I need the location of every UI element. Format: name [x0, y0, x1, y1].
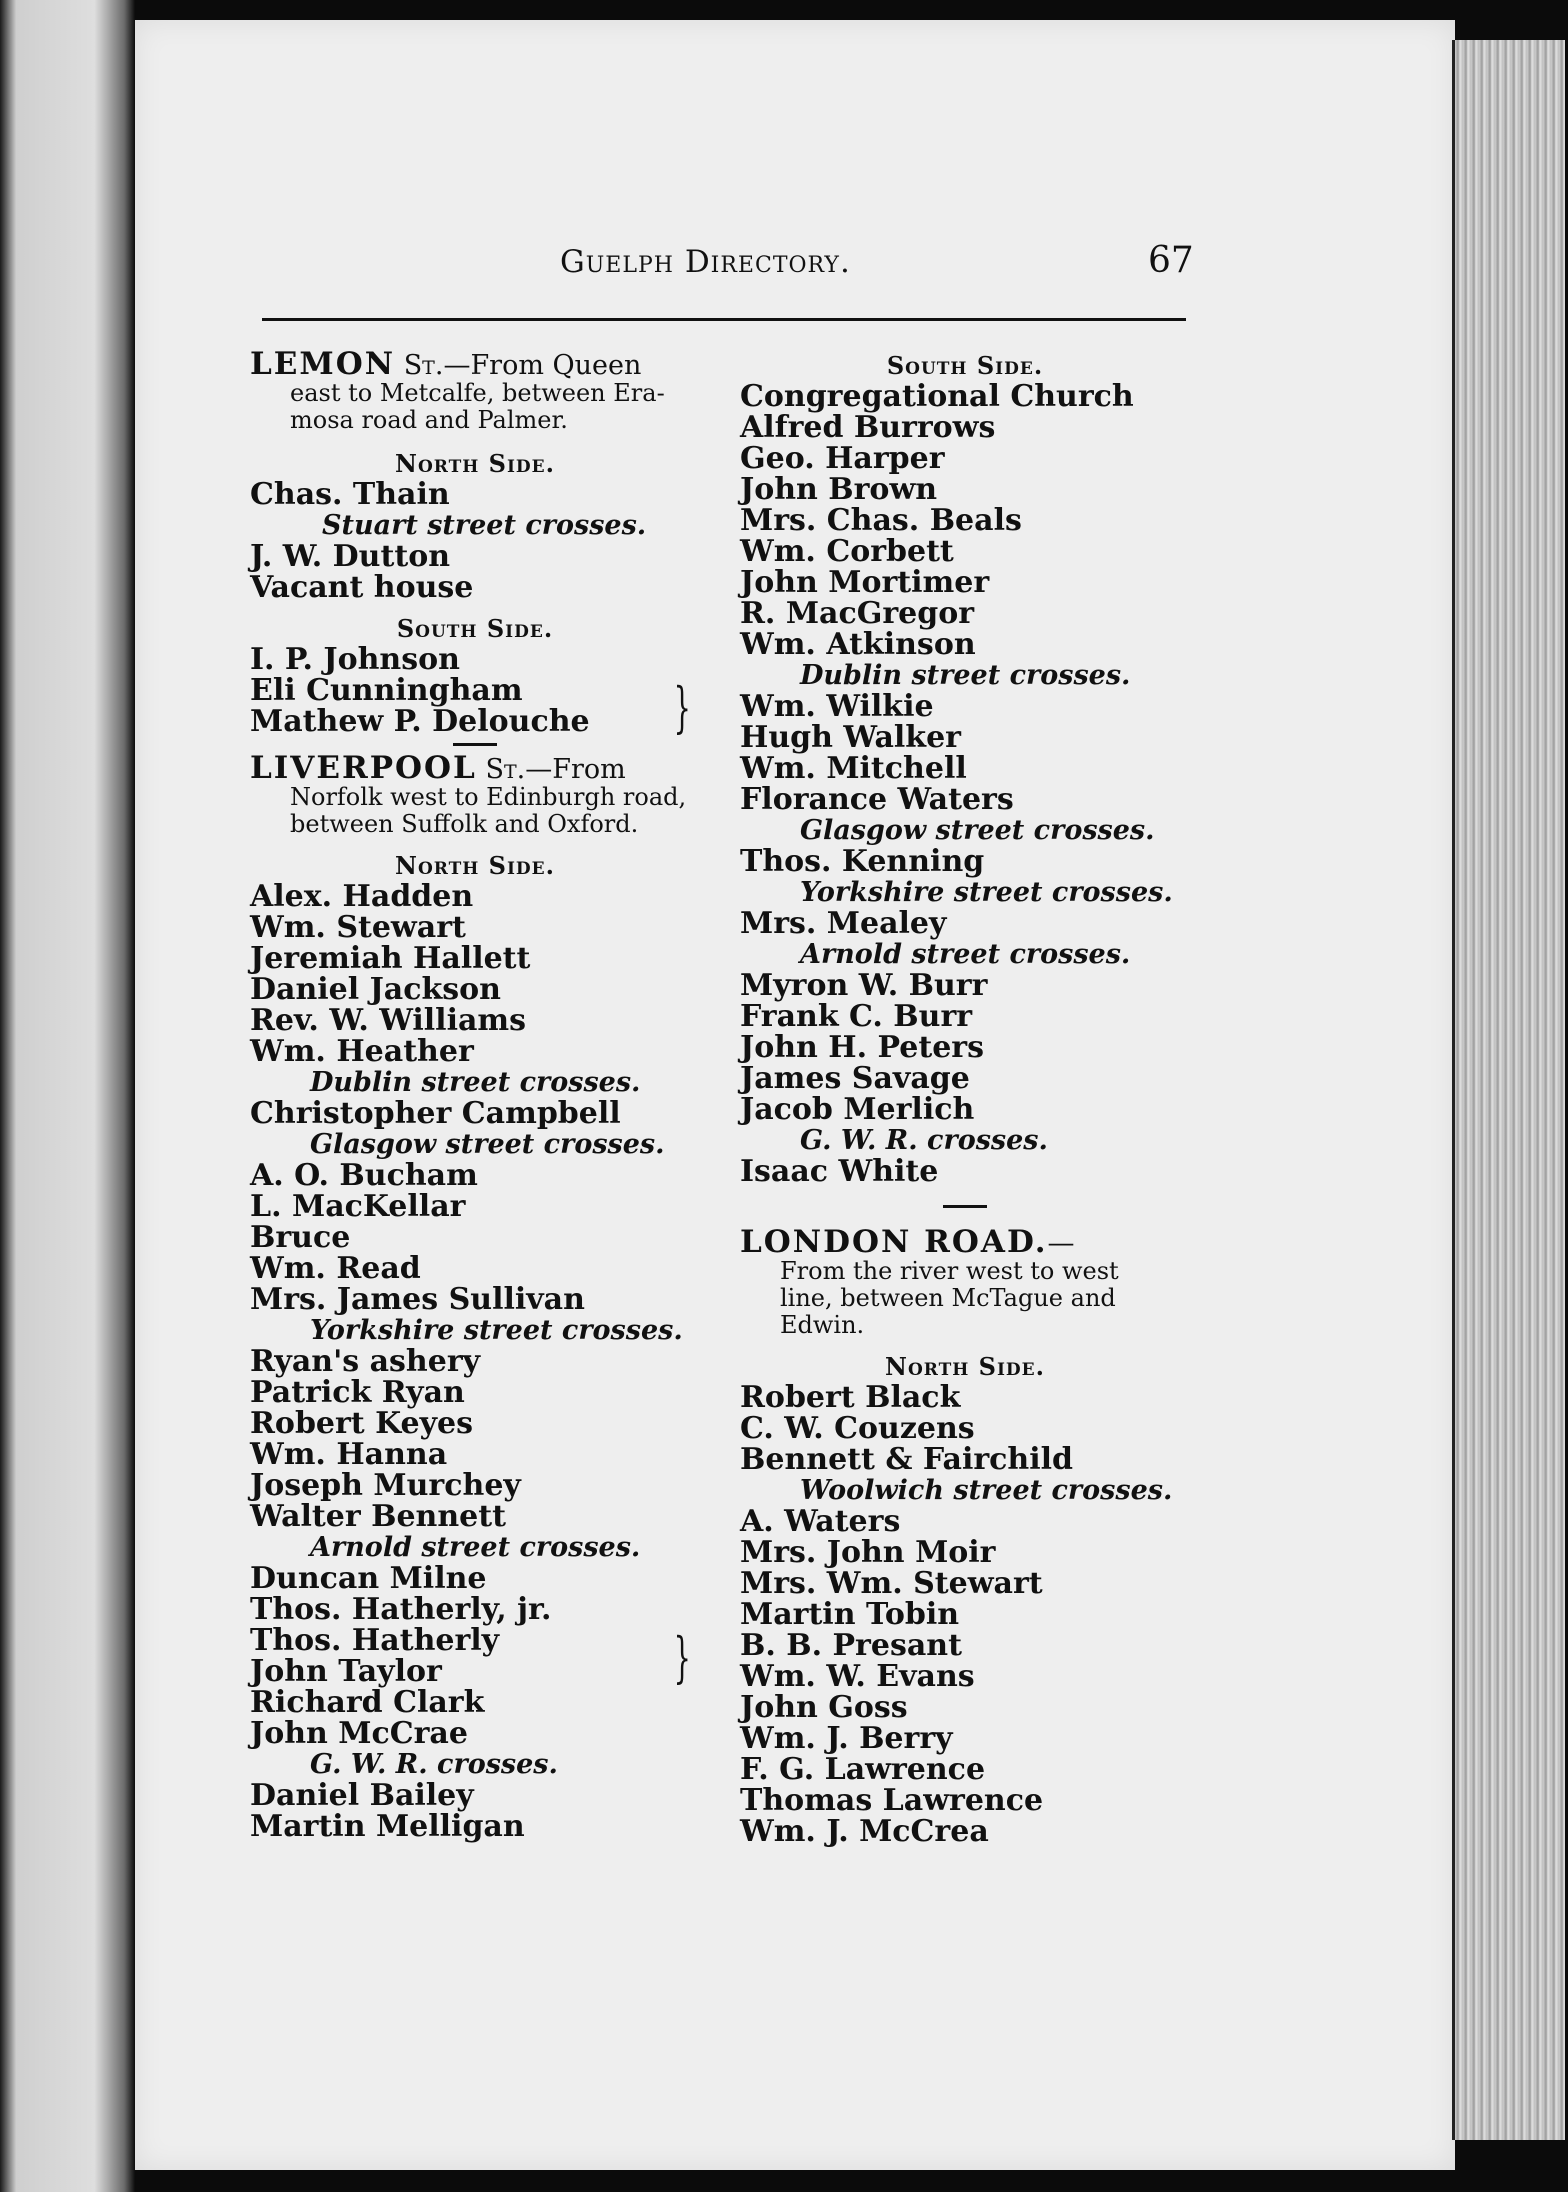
- resident-entry: Wm. Stewart: [250, 910, 466, 945]
- resident-entry: Wm. J. McCrea: [740, 1814, 989, 1849]
- section-separator: [453, 743, 497, 746]
- resident-entry: Wm. Wilkie: [740, 689, 934, 724]
- resident-entry: A. Waters: [740, 1504, 901, 1539]
- resident-entry: James Savage: [740, 1061, 970, 1096]
- street-name: LEMON: [250, 346, 396, 382]
- brace-mark: }: [673, 1626, 691, 1689]
- resident-entry: Wm. Read: [250, 1251, 421, 1286]
- resident-entry: L. MacKellar: [250, 1189, 466, 1224]
- street-dash: —: [1047, 1228, 1075, 1259]
- resident-entry: Alex. Hadden: [250, 879, 474, 914]
- street-desc-first: —From: [525, 754, 626, 785]
- resident-entry: A. O. Bucham: [250, 1158, 478, 1193]
- side-label-north: North Side.: [395, 851, 555, 880]
- london-residents: [740, 1382, 1190, 1847]
- resident-entry: Mathew P. Delouche: [250, 704, 590, 739]
- street-desc-line: mosa road and Palmer.: [290, 406, 568, 434]
- cross-street: Yorkshire street crosses.: [310, 1315, 683, 1346]
- cross-street: Woolwich street crosses.: [800, 1475, 1173, 1506]
- resident-entry: John Goss: [740, 1690, 908, 1725]
- scan-left-margin: [0, 0, 135, 2192]
- street-desc-line: between Suffolk and Oxford.: [290, 810, 639, 838]
- resident-entry: Walter Bennett: [250, 1499, 506, 1534]
- resident-entry: J. W. Dutton: [250, 539, 451, 574]
- resident-entry: Thos. Hatherly, jr.: [250, 1592, 552, 1627]
- resident-entry: Ryan's ashery: [250, 1344, 481, 1379]
- resident-entry: B. B. Presant: [740, 1628, 962, 1663]
- resident-entry: Jeremiah Hallett: [250, 941, 531, 976]
- resident-entry: John Mortimer: [740, 565, 990, 600]
- resident-entry: Congregational Church: [740, 379, 1134, 414]
- resident-entry: Robert Keyes: [250, 1406, 474, 1441]
- resident-entry: Geo. Harper: [740, 441, 945, 476]
- street-heading-lemon: [250, 346, 700, 382]
- resident-entry: Wm. Atkinson: [740, 627, 976, 662]
- resident-entry: Wm. Heather: [250, 1034, 474, 1069]
- resident-entry: Bennett & Fairchild: [740, 1442, 1073, 1477]
- resident-entry: Richard Clark: [250, 1685, 485, 1720]
- street-desc-line: Norfolk west to Edinburgh road,: [290, 783, 687, 811]
- resident-entry: Vacant house: [250, 570, 474, 605]
- cross-street: Glasgow street crosses.: [310, 1129, 665, 1160]
- resident-entry: Chas. Thain: [250, 477, 450, 512]
- resident-entry: Alfred Burrows: [740, 410, 996, 445]
- resident-entry: John Brown: [740, 472, 938, 507]
- resident-entry: Mrs. Chas. Beals: [740, 503, 1022, 538]
- resident-entry: Isaac White: [740, 1154, 939, 1189]
- resident-entry: Daniel Jackson: [250, 972, 501, 1007]
- street-desc-first: —From Queen: [443, 350, 642, 381]
- cross-street: Yorkshire street crosses.: [800, 877, 1173, 908]
- resident-entry: Hugh Walker: [740, 720, 961, 755]
- book-page-edges: [1455, 40, 1565, 2140]
- resident-entry: Christopher Campbell: [250, 1096, 621, 1131]
- resident-entry: I. P. Johnson: [250, 642, 460, 677]
- street-heading-liverpool: [250, 750, 700, 786]
- section-separator: [943, 1205, 987, 1208]
- resident-entry: C. W. Couzens: [740, 1411, 975, 1446]
- cross-street: G. W. R. crosses.: [800, 1125, 1048, 1156]
- resident-entry: Wm. W. Evans: [740, 1659, 975, 1694]
- street-desc-line: Edwin.: [780, 1311, 865, 1339]
- side-label-south: South Side.: [396, 614, 554, 643]
- street-heading-london: [740, 1224, 1190, 1260]
- street-desc-line: east to Metcalfe, between Era-: [290, 379, 665, 407]
- header-rule: [262, 318, 1186, 321]
- resident-entry: John H. Peters: [740, 1030, 984, 1065]
- resident-entry: Frank C. Burr: [740, 999, 973, 1034]
- liverpool-residents: [250, 881, 700, 1842]
- resident-entry: Rev. W. Williams: [250, 1003, 527, 1038]
- resident-entry: Mrs. James Sullivan: [250, 1282, 585, 1317]
- street-desc-line: line, between McTague and: [780, 1284, 1116, 1312]
- street-suffix: St.: [485, 754, 526, 785]
- side-label-south: South Side.: [886, 351, 1044, 380]
- resident-entry: Wm. J. Berry: [740, 1721, 953, 1756]
- cross-street: Stuart street crosses.: [322, 510, 647, 541]
- resident-entry: Martin Melligan: [250, 1809, 525, 1844]
- cross-street: Arnold street crosses.: [800, 939, 1131, 970]
- resident-entry: Bruce: [250, 1220, 351, 1255]
- resident-entry: Wm. Corbett: [740, 534, 954, 569]
- resident-entry: Duncan Milne: [250, 1561, 487, 1596]
- right-column: [740, 350, 1190, 1847]
- resident-entry: Martin Tobin: [740, 1597, 960, 1632]
- resident-entry: Daniel Bailey: [250, 1778, 474, 1813]
- resident-entry: Joseph Murchey: [250, 1468, 521, 1503]
- cross-street: Arnold street crosses.: [310, 1532, 641, 1563]
- resident-entry: Wm. Mitchell: [740, 751, 967, 786]
- resident-entry: Thomas Lawrence: [740, 1783, 1044, 1818]
- resident-entry: Florance Waters: [740, 782, 1014, 817]
- resident-entry: Patrick Ryan: [250, 1375, 465, 1410]
- resident-entry: Mrs. John Moir: [740, 1535, 996, 1570]
- cross-street: Dublin street crosses.: [310, 1067, 641, 1098]
- cross-street: G. W. R. crosses.: [310, 1749, 558, 1780]
- resident-entry: John McCrae: [250, 1716, 468, 1751]
- brace-mark: }: [673, 676, 691, 739]
- left-column: [250, 346, 700, 1844]
- page-number: 67: [1148, 240, 1194, 281]
- side-label-north: North Side.: [885, 1352, 1045, 1381]
- resident-entry: Wm. Hanna: [250, 1437, 448, 1472]
- street-desc-line: From the river west to west: [780, 1257, 1119, 1285]
- resident-entry: F. G. Lawrence: [740, 1752, 986, 1787]
- resident-entry: R. MacGregor: [740, 596, 975, 631]
- resident-entry: Mrs. Mealey: [740, 906, 947, 941]
- lemon-south-residents: [740, 381, 1190, 1187]
- side-label-north: North Side.: [395, 449, 555, 478]
- resident-entry: Thos. Kenning: [740, 844, 985, 879]
- resident-entry: Myron W. Burr: [740, 968, 988, 1003]
- street-suffix: St.: [403, 350, 444, 381]
- resident-entry: Jacob Merlich: [740, 1092, 975, 1127]
- cross-street: Dublin street crosses.: [800, 660, 1131, 691]
- running-head: Guelph Directory.: [560, 244, 851, 280]
- street-name: LONDON ROAD.: [740, 1224, 1048, 1260]
- cross-street: Glasgow street crosses.: [800, 815, 1155, 846]
- resident-entry: Mrs. Wm. Stewart: [740, 1566, 1043, 1601]
- resident-entry: John Taylor: [250, 1654, 442, 1689]
- street-name: LIVERPOOL: [250, 750, 477, 786]
- resident-entry: Robert Black: [740, 1380, 961, 1415]
- resident-entry: Eli Cunningham: [250, 673, 523, 708]
- resident-entry: Thos. Hatherly: [250, 1623, 500, 1658]
